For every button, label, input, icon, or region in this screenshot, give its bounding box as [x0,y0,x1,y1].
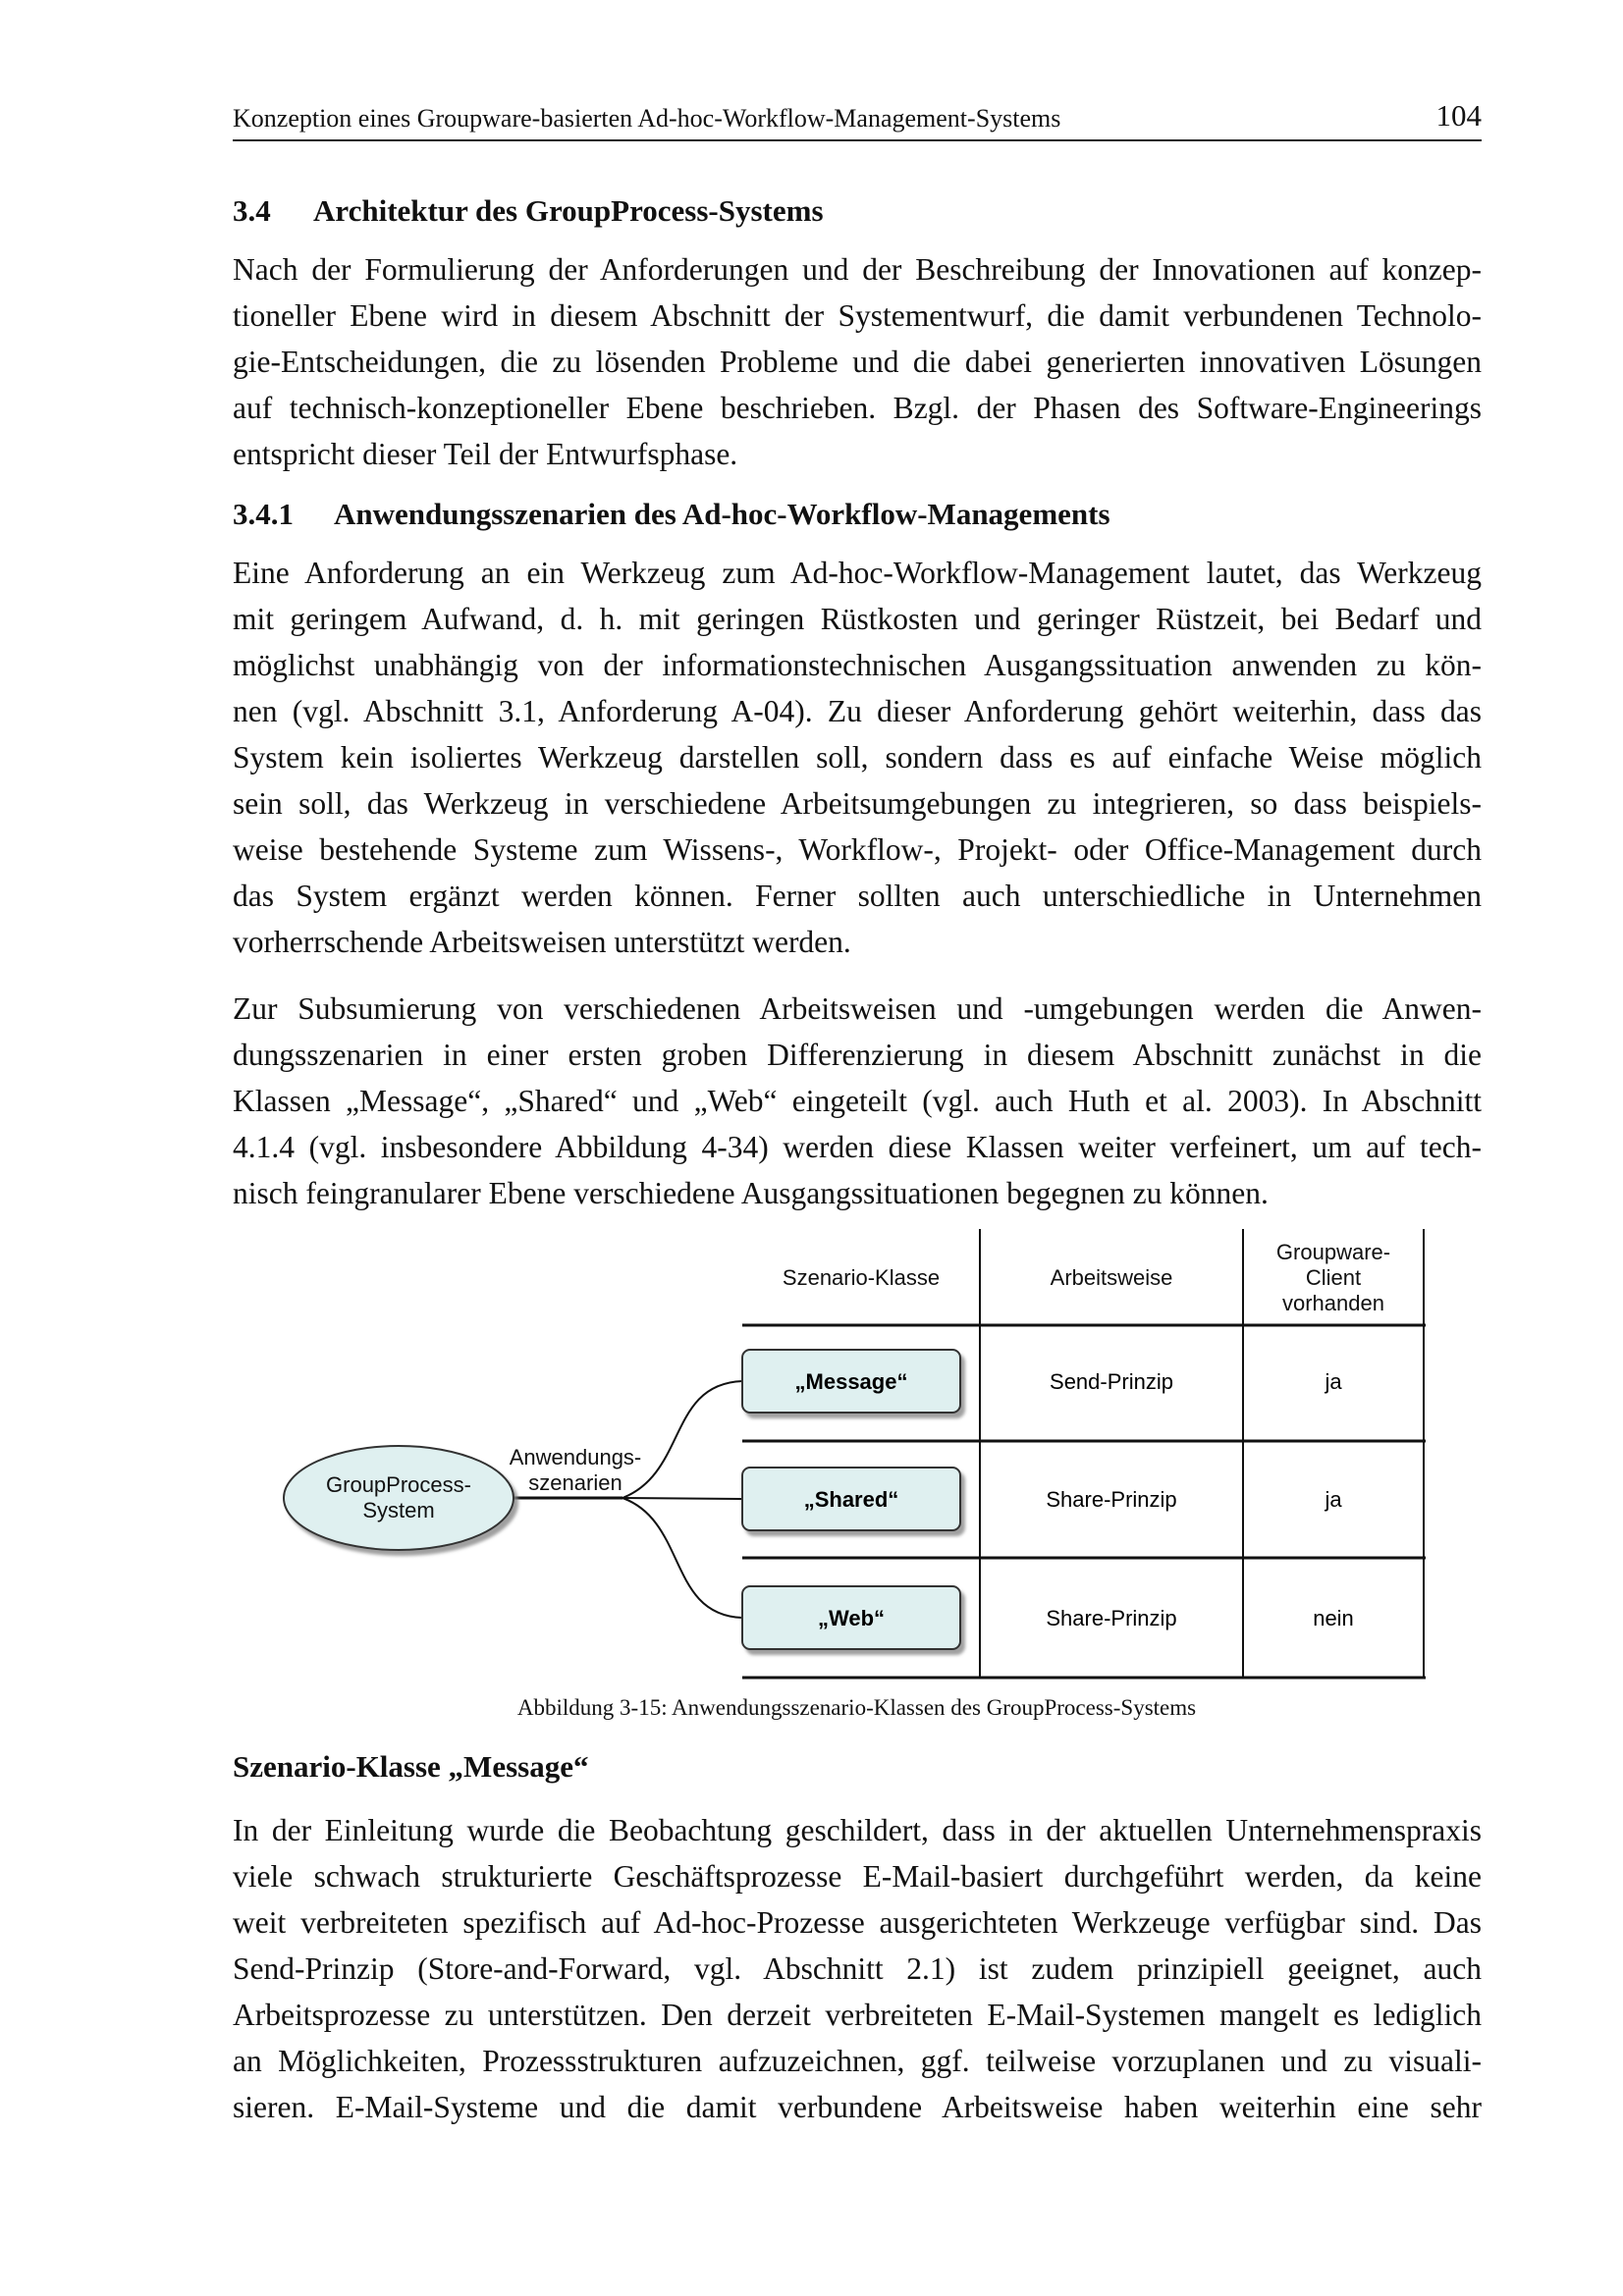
text-line: 4.1.4 (vgl. insbesondere Abbildung 4-34) werden diese Klassen weiter verfeinert, um auf tech- [233,1130,1482,1164]
text-line: Send-Prinzip (Store-and-Forward, vgl. Abschnitt 2.1) ist zudem prinzipiell geeignet, auch [233,1951,1482,1986]
subsection-number: 3.4.1 [233,497,294,531]
col-header-arbeitsweise: Arbeitsweise [1050,1265,1173,1290]
text-line: sieren. E-Mail-Systeme und die damit verbundene Arbeitsweise haben weiterhin eine sehr [233,2090,1482,2124]
text-line: sein soll, das Werkzeug in verschiedene Arbeitsumgebungen zu integrieren, so dass beispiels- [233,786,1482,821]
text-line: nisch feingranularer Ebene verschiedene Ausgangssituationen begegnen zu können. [233,1176,1269,1210]
root-label-1: GroupProcess- [326,1472,471,1497]
section-title: Architektur des GroupProcess-Systems [313,193,824,228]
text-line: Eine Anforderung an ein Werkzeug zum Ad-hoc-Workflow-Management lautet, das Werkzeug [233,556,1482,590]
scenario-class-label: „Web“ [817,1606,886,1630]
text-line: System kein isoliertes Werkzeug darstellen soll, sondern dass es auf einfache Weise möglich [233,740,1482,774]
text-line: dungsszenarien in einer ersten groben Differenzierung in diesem Abschnitt zunächst in die [233,1038,1482,1072]
paragraph-4 [233,1807,1482,2130]
text-line: möglichst unabhängig von der informationstechnischen Ausgangssituation anwenden zu kön- [233,648,1482,682]
edge-label-1: Anwendungs- [509,1445,642,1469]
text-line: vorherrschende Arbeitsweisen unterstützt werden. [233,925,851,959]
root-label-2: System [362,1498,435,1522]
figure-caption: Abbildung 3-15: Anwendungsszenario-Klassen des GroupProcess-Systems [516,1695,1197,1720]
text-line: In der Einleitung wurde die Beobachtung geschildert, dass in der aktuellen Unternehmenspraxis [233,1813,1482,1847]
text-line: Zur Subsumierung von verschiedenen Arbeitsweisen und -umgebungen werden die Anwen- [233,991,1482,1026]
text-line: entspricht dieser Teil der Entwurfsphase. [233,437,738,471]
text-line: nen (vgl. Abschnitt 3.1, Anforderung A-04). Zu dieser Anforderung gehört weiterhin, dass das [233,694,1482,728]
text-line: auf technisch-konzeptioneller Ebene beschrieben. Bzgl. der Phasen des Software-Engineerings [233,391,1482,425]
text-line: weise bestehende Systeme zum Wissens-, Workflow-, Projekt- oder Office-Management durch [233,832,1482,867]
edge-label-2: szenarien [528,1470,622,1495]
col-header-client-1: Groupware- [1275,1240,1391,1264]
text-line: weit verbreiteten spezifisch auf Ad-hoc-Prozesse ausgerichteten Werkzeuge verfügbar sind. Das [233,1905,1482,1940]
arbeitsweise-cell: Share-Prinzip [1046,1487,1177,1512]
text-line: an Möglichkeiten, Prozessstrukturen aufzuzeichnen, ggf. teilweise vorzuplanen und zu visuali- [233,2044,1482,2078]
heading-message: Szenario-Klasse „Message“ [233,1749,589,1784]
page-number: 104 [1435,98,1482,133]
arbeitsweise-cell: Send-Prinzip [1050,1369,1173,1394]
header-title: Konzeption eines Groupware-basierten Ad-hoc-Workflow-Management-Systems [233,104,1061,133]
text-line: das System ergänzt werden können. Ferner sollten auch unterschiedliche in Unternehmen [233,879,1482,913]
client-cell: nein [1313,1606,1354,1630]
scenario-class-label: „Message“ [794,1369,908,1394]
scenario-class-label: „Shared“ [803,1487,899,1512]
text-line: gie-Entscheidungen, die zu lösenden Probleme und die dabei generierten innovativen Lösungen [233,345,1482,379]
connectors [514,1381,742,1618]
col-header-client-3: vorhanden [1282,1291,1384,1315]
col-header-client-2: Client [1305,1265,1362,1290]
section-number: 3.4 [233,193,271,228]
text-line: Klassen „Message“, „Shared“ und „Web“ eingeteilt (vgl. auch Huth et al. 2003). In Abschnitt [233,1084,1482,1118]
text-line: Arbeitsprozesse zu unterstützen. Den derzeit verbreiteten E-Mail-Systemen mangelt es lediglich [233,1998,1482,2032]
text-line: viele schwach strukturierte Geschäftsprozesse E-Mail-basiert durchgeführt werden, da keine [233,1859,1482,1894]
text-line: mit geringem Aufwand, d. h. mit geringen Rüstkosten und geringer Rüstzeit, bei Bedarf und [233,602,1482,636]
arbeitsweise-cell: Share-Prinzip [1046,1606,1177,1630]
text-line: tioneller Ebene wird in diesem Abschnitt der Systementwurf, die damit verbundenen Technolo- [233,298,1482,333]
client-cell: ja [1325,1487,1342,1512]
subsection-title: Anwendungsszenarien des Ad-hoc-Workflow-Managements [334,497,1110,531]
col-header-klasse: Szenario-Klasse [782,1265,941,1290]
text-line: Nach der Formulierung der Anforderungen und der Beschreibung der Innovationen auf konzep- [233,252,1482,287]
client-cell: ja [1325,1369,1342,1394]
